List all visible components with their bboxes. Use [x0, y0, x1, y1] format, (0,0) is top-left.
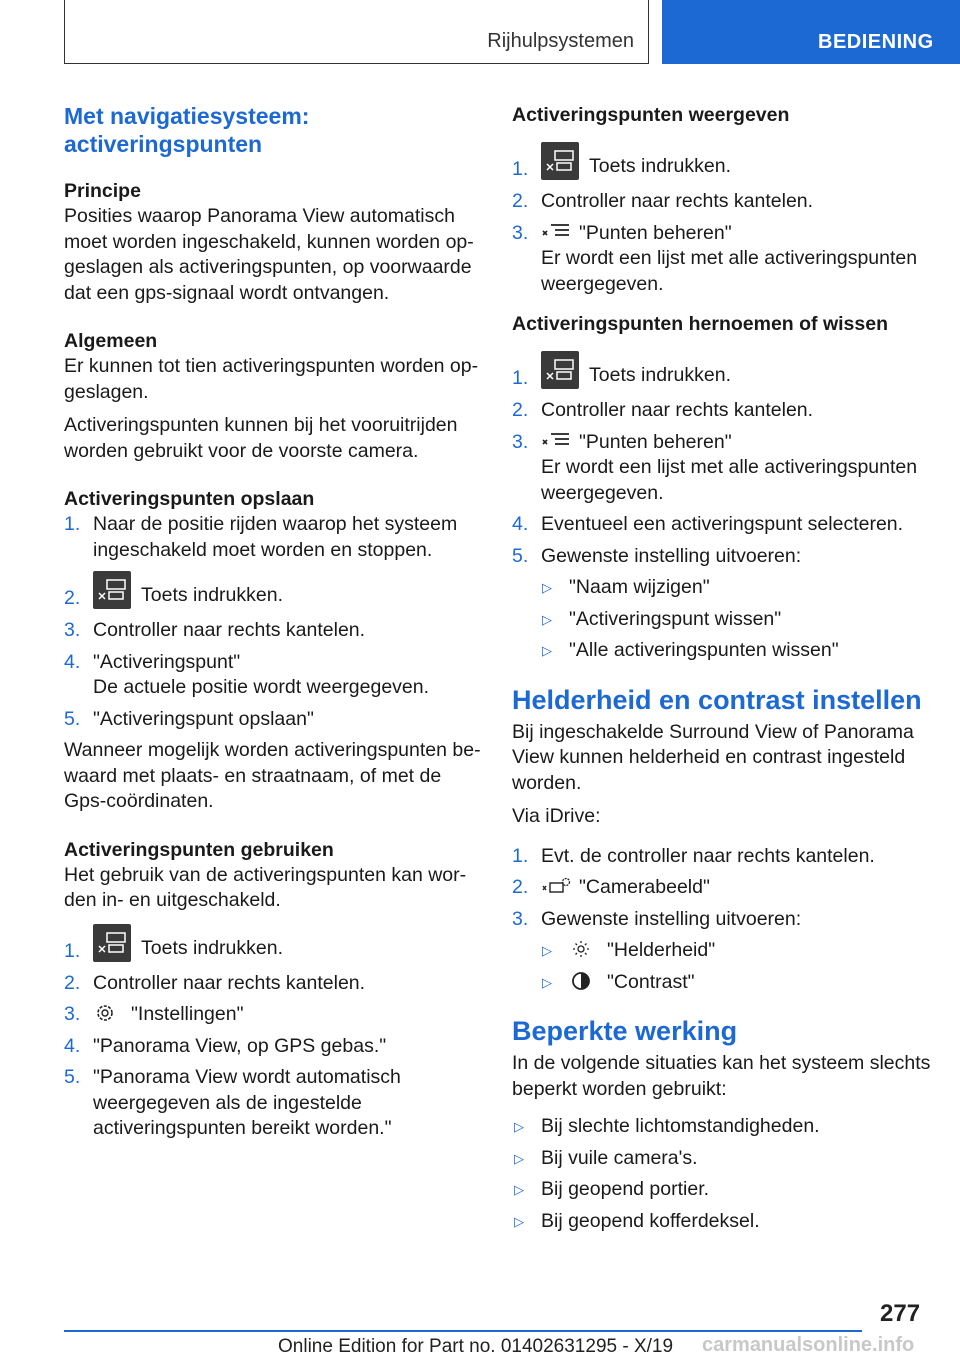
option-item: ▷ "Contrast" [542, 970, 695, 993]
text-helderheid: Bij ingeschakelde Surround View of Panorama View kunnen helderheid en contrast ingesteld worden. [512, 720, 914, 794]
gear-icon [93, 1003, 123, 1023]
steps-helderheid [512, 844, 932, 933]
points-list-icon [541, 222, 571, 242]
heading-opslaan: Activeringspunten opslaan [64, 488, 315, 510]
list-item: 4. "Activeringspunt" De actuele positie wordt weergegeven. [64, 650, 430, 698]
list-item: ▷ Bij geopend portier. [514, 1178, 710, 1200]
contrast-icon [569, 971, 599, 991]
text-beperkt: In de volgende situaties kan het systeem slechts beperkt worden gebruikt: [512, 1052, 931, 1100]
list-item: 5. "Activeringspunt opslaan" [64, 707, 314, 730]
list-item: 4. "Panorama View, op GPS gebas." [64, 1034, 387, 1057]
list-item: 5. Gewenste instelling uitvoeren: [512, 544, 802, 567]
list-item: 1. Toets indrukken. [512, 349, 932, 392]
footer-edition: Online Edition for Part no. 01402631295 - X/19 [278, 1336, 674, 1357]
steps-gebruiken [64, 922, 482, 1142]
option-item: ▷ "Helderheid" [542, 939, 716, 961]
left-column [64, 102, 482, 1148]
header-chapter-tab [662, 0, 960, 64]
list-item: 3. "Instellingen" [64, 1003, 244, 1025]
text-opslaan-note: Wanneer mogelijk worden activeringspunten bewaard met plaats- en straatnaam, of met de Gps-coördinaten. [64, 739, 481, 812]
steps-weergeven [512, 140, 932, 297]
camera-button-icon [93, 924, 131, 962]
right-column [512, 102, 932, 1240]
list-item: 5. "Panorama View wordt automatisch weergegeven als de ingestelde activeringspunten bereikt worden." [64, 1066, 401, 1139]
points-list-icon [541, 431, 571, 451]
section-title-beperkt: Beperkte werking [512, 1016, 738, 1046]
steps-opslaan [64, 512, 482, 732]
list-item: ▷ Bij slechte lichtomstandigheden. [514, 1115, 820, 1137]
list-item: 3. Gewenste instelling uitvoeren: [512, 907, 802, 930]
camera-view-icon [541, 876, 571, 896]
option-item: ▷ "Alle activeringspunten wissen" [542, 639, 839, 661]
heading-algemeen: Algemeen [64, 330, 158, 352]
header-section-box [64, 0, 649, 64]
steps-hernoemen [512, 349, 932, 569]
text-principe: Posities waarop Panorama View automatisch moet worden ingeschakeld, kunnen worden opgeslagen als activeringspunten, op voorwaarde dat een gps-signaal wordt ontvangen. [64, 205, 474, 304]
heading-weergeven: Activeringspunten weergeven [512, 104, 790, 126]
text-via-idrive: Via iDrive: [512, 805, 601, 827]
brightness-icon [569, 939, 599, 959]
option-item: ▷ "Naam wijzigen" [542, 576, 710, 598]
list-item: 2. Controller naar rechts kantelen. [512, 190, 814, 212]
heading-principe: Principe [64, 180, 141, 202]
list-item: 1. Naar de positie rijden waarop het systeem ingeschakeld moet worden en stoppen. [64, 513, 458, 561]
option-item: ▷ "Activeringspunt wissen" [542, 607, 782, 630]
heading-hernoemen: Activeringspunten hernoemen of wissen [512, 313, 888, 335]
text-algemeen-2: Activeringspunten kunnen bij het vooruitrijden worden gebruikt voor de voorste camera. [64, 414, 458, 462]
section-title-helderheid: Helderheid en contrast instellen [512, 684, 922, 715]
list-item: 2. "Camerabeeld" [512, 876, 710, 898]
watermark: carmanualsonline.info [702, 1334, 915, 1356]
camera-button-icon [541, 351, 579, 389]
list-item: 4. Eventueel een activeringspunt selecteren. [512, 513, 904, 535]
list-item: 1. Evt. de controller naar rechts kantelen. [512, 844, 875, 867]
list-item: 2. Controller naar rechts kantelen. [512, 399, 814, 421]
list-item: 1. Toets indrukken. [512, 140, 932, 183]
camera-button-icon [541, 142, 579, 180]
list-item: 1. Toets indrukken. [64, 922, 482, 965]
list-item: 3. "Punten beheren" Er wordt een lijst met alle activeringspunten weergegeven. [512, 221, 918, 295]
header-section-title: Rijhulpsystemen [487, 30, 634, 52]
header-chapter-title: BEDIENING [818, 31, 934, 53]
camera-button-icon [93, 571, 131, 609]
list-item: 2. Toets indrukken. [64, 569, 482, 612]
list-item: ▷ Bij vuile camera's. [514, 1146, 698, 1169]
list-item: 3. Controller naar rechts kantelen. [64, 619, 366, 641]
text-algemeen-1: Er kunnen tot tien activeringspunten worden opgeslagen. [64, 355, 479, 403]
list-item: 2. Controller naar rechts kantelen. [64, 971, 366, 994]
section-title-activeringspunten: Met navigatiesysteem: activeringspunten [64, 103, 310, 157]
footer-divider [64, 1330, 862, 1332]
text-gebruiken: Het gebruik van de activeringspunten kan worden in- en uitgeschakeld. [64, 863, 467, 911]
page-number: 277 [880, 1300, 921, 1327]
heading-gebruiken: Activeringspunten gebruiken [64, 838, 334, 861]
list-item: ▷ Bij geopend kofferdeksel. [514, 1209, 760, 1232]
list-item: 3. "Punten beheren" Er wordt een lijst met alle activeringspunten weergegeven. [512, 430, 918, 504]
